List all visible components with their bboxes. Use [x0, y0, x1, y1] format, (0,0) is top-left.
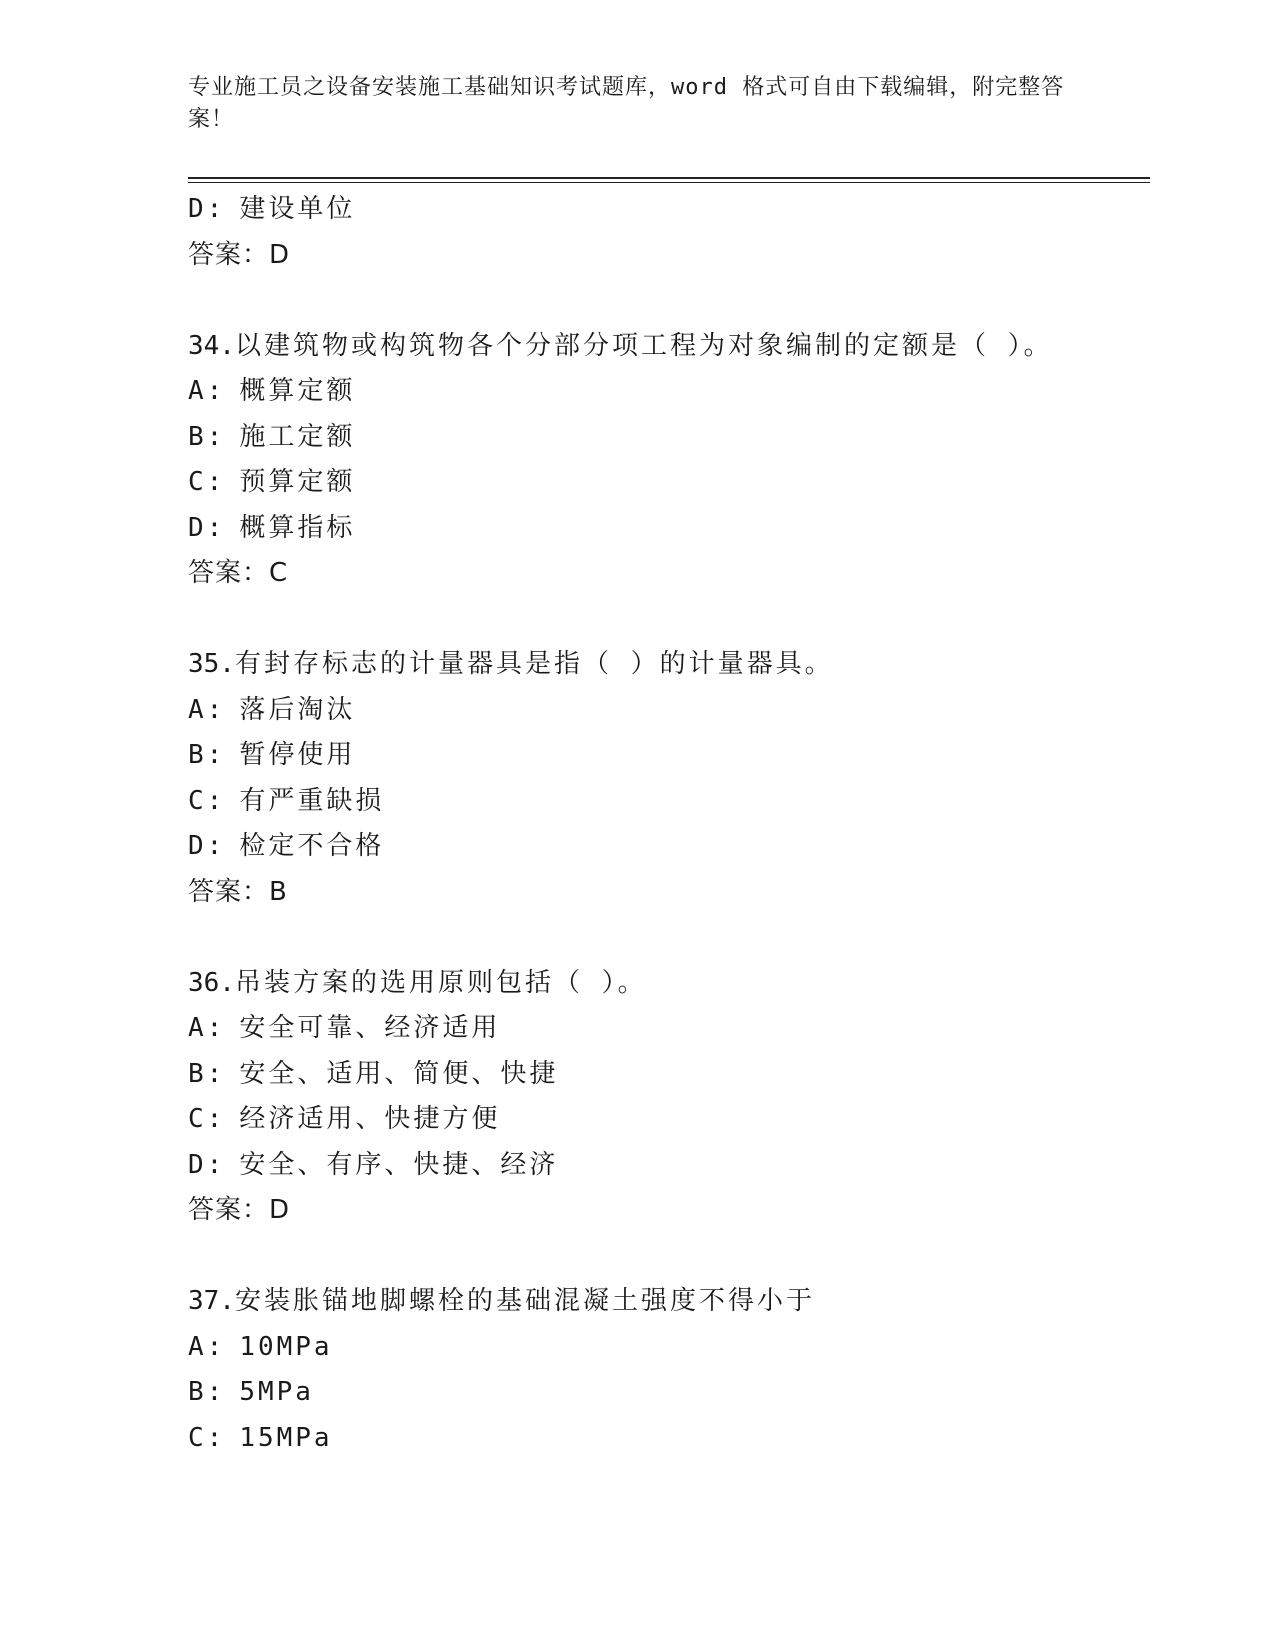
option-c — [188, 1097, 1148, 1143]
option-letter: C: — [188, 467, 226, 497]
option-a — [188, 1006, 1148, 1052]
option-text: 5MPa — [239, 1377, 314, 1407]
option-letter: D: — [188, 194, 226, 224]
question-number: 35. — [188, 649, 235, 679]
option-b — [188, 733, 1148, 779]
question-block-37 — [188, 1279, 1148, 1461]
option-text: 安全、适用、简便、快捷 — [239, 1058, 559, 1089]
option-letter: B: — [188, 421, 226, 452]
option-letter: A: — [188, 694, 226, 725]
option-d — [188, 824, 1148, 870]
option-text: 有严重缺损 — [239, 785, 385, 816]
option-d — [188, 1143, 1148, 1189]
option-letter: A: — [188, 1331, 226, 1362]
option-text: 10MPa — [239, 1331, 333, 1362]
question-number: 36. — [188, 967, 235, 998]
option-text: 概算定额 — [239, 376, 356, 406]
option-c — [188, 460, 1148, 506]
option-letter: B: — [188, 740, 226, 770]
option-text: 预算定额 — [239, 467, 356, 497]
option-letter: C: — [188, 785, 226, 816]
option-letter: D: — [188, 1149, 226, 1180]
option-text: 建设单位 — [239, 194, 356, 224]
option-text: 安全可靠、经济适用 — [239, 1013, 501, 1043]
option-letter: C: — [188, 1422, 226, 1453]
option-letter: B: — [188, 1058, 226, 1089]
option-letter: D: — [188, 512, 226, 543]
header-text: 专业施工员之设备安装施工基础知识考试题库，word 格式可自由下载编辑，附完整答案！ — [188, 75, 1065, 132]
question-text: 有封存标志的计量器具是指（ ）的计量器具。 — [234, 649, 834, 679]
option-text: 施工定额 — [239, 421, 356, 452]
question-list — [188, 187, 1148, 1461]
option-a — [188, 688, 1148, 734]
option-a — [188, 1325, 1148, 1371]
question-stem — [188, 961, 1148, 1007]
option-letter: A: — [188, 376, 226, 406]
answer-line: 答案：D — [188, 239, 291, 270]
question-stem — [188, 642, 1148, 688]
question-stem — [188, 1279, 1148, 1325]
spacer — [188, 278, 1148, 324]
option-text: 暂停使用 — [239, 740, 356, 770]
option-letter: B: — [188, 1377, 226, 1407]
option-a — [188, 369, 1148, 415]
question-number: 37. — [188, 1286, 235, 1316]
option-text: 安全、有序、快捷、经济 — [239, 1149, 559, 1180]
option-d — [188, 187, 1148, 233]
option-c — [188, 779, 1148, 825]
option-letter: A: — [188, 1013, 226, 1043]
spacer — [188, 597, 1148, 643]
option-text: 落后淘汰 — [239, 694, 356, 725]
spacer — [188, 1234, 1148, 1280]
option-text: 概算指标 — [239, 512, 356, 543]
question-text: 以建筑物或构筑物各个分部分项工程为对象编制的定额是（ ）。 — [234, 330, 1053, 361]
answer-line: 答案：B — [188, 876, 288, 907]
option-b — [188, 415, 1148, 461]
option-d — [188, 506, 1148, 552]
option-letter: C: — [188, 1104, 226, 1134]
answer-line: 答案：D — [188, 1195, 291, 1225]
spacer — [188, 915, 1148, 961]
question-number: 34. — [188, 330, 235, 361]
question-block-35 — [188, 642, 1148, 915]
question-block-36 — [188, 961, 1148, 1234]
question-text: 安装胀锚地脚螺栓的基础混凝土强度不得小于 — [234, 1286, 815, 1316]
document-header — [188, 72, 1068, 136]
question-stem — [188, 324, 1148, 370]
question-text: 吊装方案的选用原则包括（ ）。 — [234, 967, 647, 998]
option-text: 经济适用、快捷方便 — [239, 1104, 501, 1134]
answer-line: 答案：C — [188, 558, 289, 588]
option-text: 15MPa — [239, 1422, 333, 1453]
option-b — [188, 1052, 1148, 1098]
option-letter: D: — [188, 831, 226, 861]
question-block-prev — [188, 187, 1148, 278]
option-text: 检定不合格 — [239, 831, 385, 861]
header-divider-thin — [188, 182, 1150, 183]
option-c — [188, 1416, 1148, 1462]
header-divider-thick — [188, 177, 1150, 179]
question-block-34 — [188, 324, 1148, 597]
option-b — [188, 1370, 1148, 1416]
